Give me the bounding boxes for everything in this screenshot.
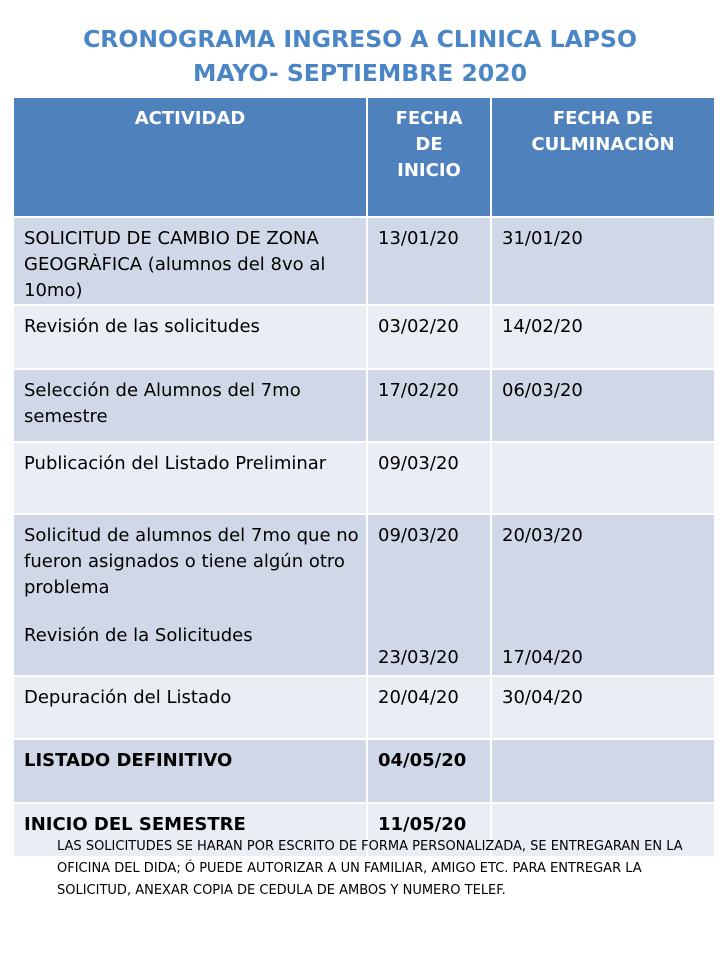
end-date-cell: 30/04/20: [491, 676, 715, 739]
header-end-date: FECHA DE CULMINACIÒN: [491, 97, 715, 217]
table-row: [13, 369, 715, 442]
activity-cell: LISTADO DEFINITIVO: [13, 739, 367, 803]
title-line-2: MAYO- SEPTIEMBRE 2020: [193, 59, 527, 87]
table-row: [13, 305, 715, 369]
header-activity: ACTIVIDAD: [13, 97, 367, 217]
header-row: [13, 97, 715, 217]
page-title: [0, 22, 720, 90]
footnote: LAS SOLICITUDES SE HARAN POR ESCRITO DE FORMA PERSONALIZADA, SE ENTREGARAN EN LA OFICINA DEL DIDA; Ó PUEDE AUTORIZAR A UN FAMILIAR, AMIGO ETC. PARA ENTREGAR LA SOLICITUD, ANEXAR COPIA DE CEDULA DE AMBOS Y NUMERO TELEF.: [57, 839, 683, 898]
activity-cell: Revisión de las solicitudes: [13, 305, 367, 369]
header-start-date: FECHA DE INICIO: [367, 97, 491, 217]
activity-cell: INICIO DEL SEMESTRE: [13, 803, 367, 857]
start-date-cell: 04/05/20: [367, 739, 491, 803]
end-date-cell: [491, 514, 715, 676]
end-date-cell: [491, 442, 715, 514]
end-date-cell: 14/02/20: [491, 305, 715, 369]
schedule-table: [12, 96, 716, 858]
start-date-cell: 03/02/20: [367, 305, 491, 369]
table-row: [13, 676, 715, 739]
start-date-cell: 09/03/20: [367, 442, 491, 514]
table-row: [13, 217, 715, 305]
start-date-cell: 11/05/20: [367, 803, 491, 857]
activity-cell: Publicación del Listado Preliminar: [13, 442, 367, 514]
activity-cell: [13, 514, 367, 676]
title-line-1: CRONOGRAMA INGRESO A CLINICA LAPSO: [83, 25, 637, 53]
end-date-text: 20/03/20: [502, 525, 583, 546]
end-date-text-secondary: 17/04/20: [502, 647, 583, 668]
table-row: [13, 514, 715, 676]
table-row: [13, 442, 715, 514]
activity-cell: Depuración del Listado: [13, 676, 367, 739]
activity-cell: SOLICITUD DE CAMBIO DE ZONA GEOGRÀFICA (alumnos del 8vo al 10mo): [13, 217, 367, 305]
start-date-cell: 20/04/20: [367, 676, 491, 739]
end-date-cell: 06/03/20: [491, 369, 715, 442]
start-date-text: 09/03/20: [378, 525, 459, 546]
start-date-text-secondary: 23/03/20: [378, 647, 459, 668]
start-date-cell: 13/01/20: [367, 217, 491, 305]
table-row: [13, 739, 715, 803]
activity-text: Solicitud de alumnos del 7mo que no fueron asignados o tiene algún otro problema: [24, 525, 359, 598]
activity-cell: Selección de Alumnos del 7mo semestre: [13, 369, 367, 442]
start-date-cell: 17/02/20: [367, 369, 491, 442]
end-date-cell: [491, 739, 715, 803]
start-date-cell: [367, 514, 491, 676]
activity-text-secondary: Revisión de la Solicitudes: [24, 625, 253, 646]
end-date-cell: 31/01/20: [491, 217, 715, 305]
